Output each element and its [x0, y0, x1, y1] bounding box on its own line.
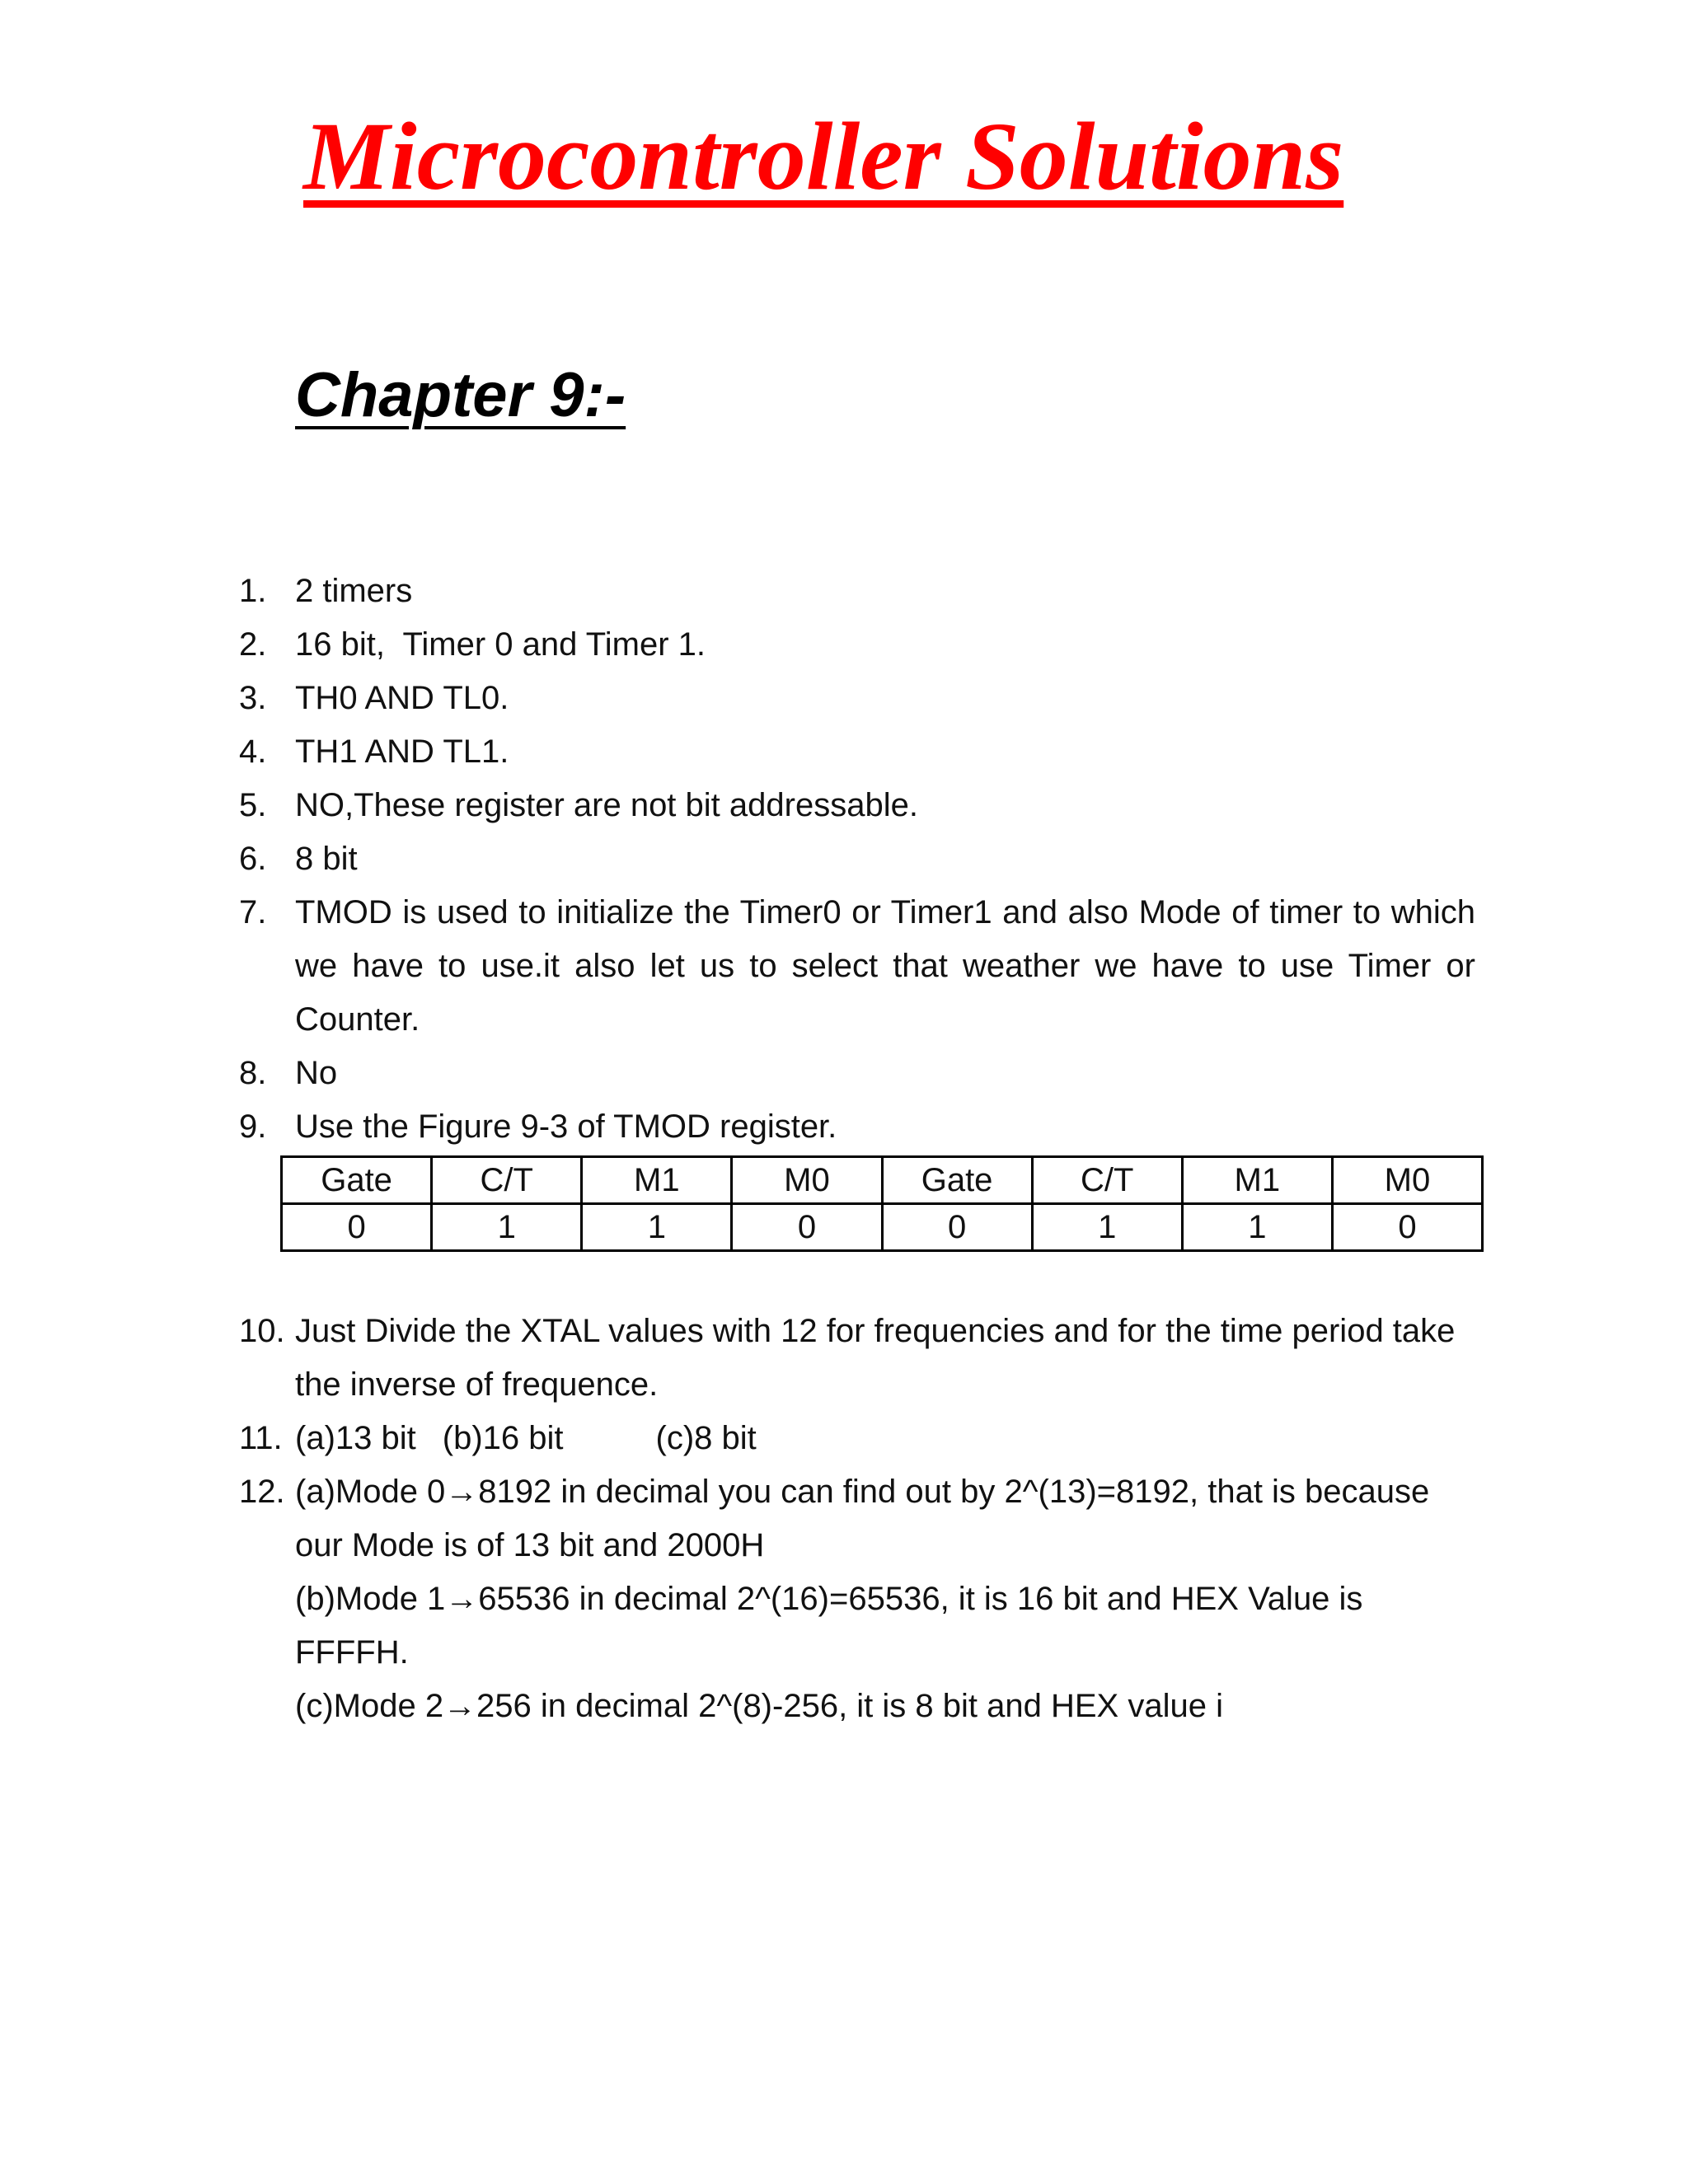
answer-item-11	[239, 1412, 1475, 1465]
table-cell: 1	[1182, 1204, 1332, 1251]
table-header-cell: C/T	[432, 1157, 582, 1204]
table-row	[282, 1204, 1483, 1251]
chapter-heading: Chapter 9:-	[295, 360, 626, 430]
answer-option-a: (a)13 bit	[295, 1420, 416, 1456]
answer-item-3	[239, 672, 1475, 725]
answer-item-9	[239, 1100, 1475, 1154]
answer-12-part-c: (c)Mode 2→256 in decimal 2^(8)-256, it is 8 bit and HEX value i	[295, 1688, 1223, 1724]
answer-item-8	[239, 1047, 1475, 1100]
spacer	[239, 1252, 1475, 1305]
answer-text: 2 timers	[295, 573, 413, 609]
answer-text: (a)Mode 0→8192 in decimal you can find out by 2^(13)=8192, that is because our Mode is of 13 bit and 2000H	[295, 1474, 1430, 1563]
answer-list	[239, 565, 1475, 1733]
answer-text: TMOD is used to initialize the Timer0 or Timer1 and also Mode of timer to which we have to use.it also let us to select that weather we have to use Timer or Counter.	[295, 894, 1475, 1038]
answer-text: No	[295, 1055, 338, 1091]
table-header-cell: Gate	[282, 1157, 432, 1204]
answer-number: 7.	[239, 894, 267, 930]
table-header-cell: M0	[732, 1157, 882, 1204]
answer-number: 12.	[239, 1474, 285, 1510]
answer-number: 1.	[239, 573, 267, 609]
answer-number: 8.	[239, 1055, 267, 1091]
table-cell: 1	[432, 1204, 582, 1251]
answer-option-b: (b)16 bit	[442, 1420, 564, 1456]
answer-item-7	[239, 886, 1475, 1047]
table-cell: 0	[732, 1204, 882, 1251]
answer-number: 5.	[239, 787, 267, 823]
table-cell: 0	[1332, 1204, 1482, 1251]
answer-number: 4.	[239, 733, 267, 770]
table-header-cell: M1	[582, 1157, 732, 1204]
answer-12-part-b: (b)Mode 1→65536 in decimal 2^(16)=65536, it is 16 bit and HEX Value is FFFFH.	[295, 1581, 1363, 1671]
table-cell: 0	[282, 1204, 432, 1251]
tmod-register-table	[280, 1155, 1484, 1252]
answer-text: Just Divide the XTAL values with 12 for frequencies and for the time period take the inverse of frequence.	[295, 1313, 1456, 1403]
table-cell: 1	[1032, 1204, 1182, 1251]
answer-item-12	[239, 1465, 1475, 1572]
answer-number: 2.	[239, 626, 267, 663]
answer-item-4	[239, 725, 1475, 779]
answer-text: 16 bit, Timer 0 and Timer 1.	[295, 626, 706, 663]
answer-text: Use the Figure 9-3 of TMOD register.	[295, 1108, 837, 1145]
answer-item-5	[239, 779, 1475, 832]
answer-item-6	[239, 832, 1475, 886]
answer-item-1	[239, 565, 1475, 618]
answer-option-c: (c)8 bit	[655, 1420, 757, 1456]
table-header-cell: M0	[1332, 1157, 1482, 1204]
answer-number: 10.	[239, 1313, 285, 1349]
answer-text	[295, 1412, 1475, 1465]
answer-number: 9.	[239, 1108, 267, 1145]
table-header-cell: C/T	[1032, 1157, 1182, 1204]
table-header-row	[282, 1157, 1483, 1204]
answer-item-2	[239, 618, 1475, 672]
answer-number: 6.	[239, 841, 267, 877]
answer-text: TH0 AND TL0.	[295, 680, 509, 716]
answer-number: 11.	[239, 1420, 283, 1456]
table-header-cell: M1	[1182, 1157, 1332, 1204]
table-cell: 0	[882, 1204, 1032, 1251]
document-title: Microcontroller Solutions	[303, 102, 1344, 210]
answer-item-10	[239, 1305, 1475, 1412]
table-cell: 1	[582, 1204, 732, 1251]
answer-text: 8 bit	[295, 841, 358, 877]
answer-number: 3.	[239, 680, 267, 716]
answer-text: NO,These register are not bit addressable.	[295, 787, 918, 823]
table-header-cell: Gate	[882, 1157, 1032, 1204]
answer-text: TH1 AND TL1.	[295, 733, 509, 770]
